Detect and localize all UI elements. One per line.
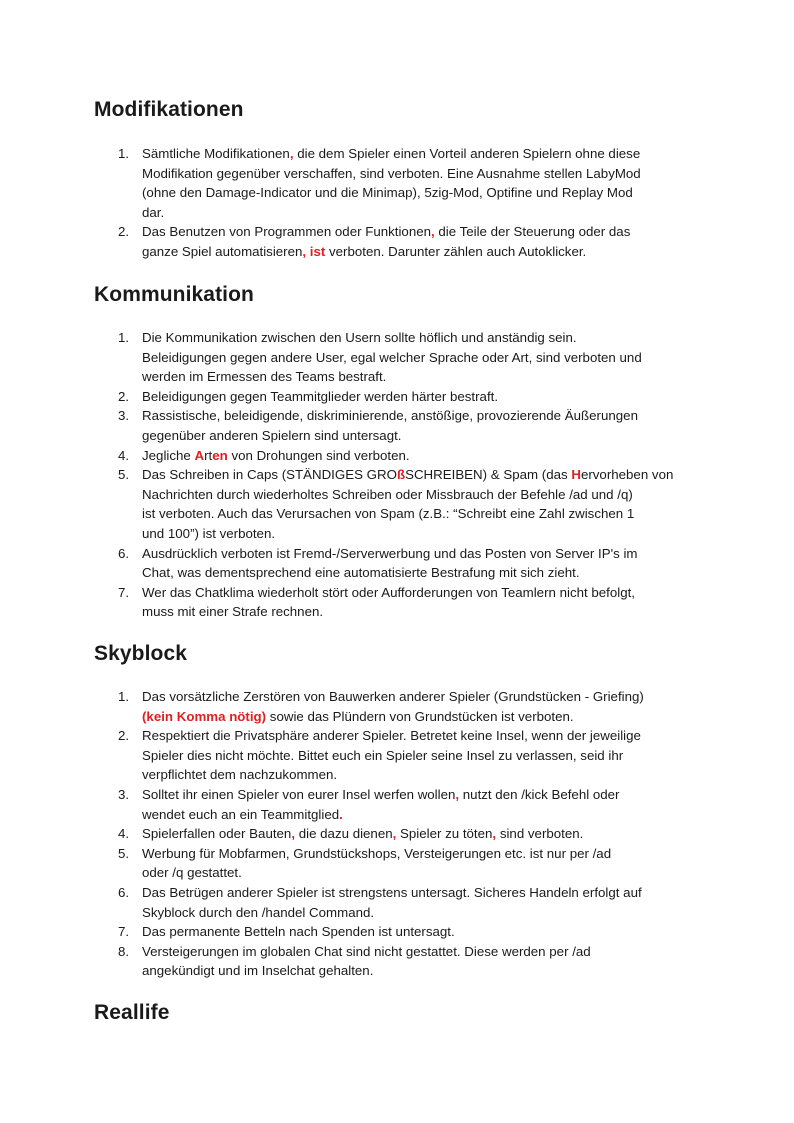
correction-mark: en <box>212 447 228 463</box>
rule-item <box>94 726 714 785</box>
rule-text: werden im Ermessen des Teams bestraft. <box>142 369 387 385</box>
rule-text: Spieler zu töten <box>396 826 493 842</box>
correction-mark: A <box>194 447 205 463</box>
rule-text-line <box>142 544 714 564</box>
correction-mark: , ist <box>302 243 326 259</box>
rule-text: ervorheben von <box>580 467 674 483</box>
rule-text-line <box>142 406 714 426</box>
rule-text-line <box>142 242 714 262</box>
correction-mark: , <box>289 146 294 161</box>
rule-text-line <box>142 328 714 348</box>
rule-text-line <box>142 465 714 485</box>
correction-mark: , <box>455 786 460 802</box>
rule-text: nutzt den /kick Befehl oder <box>459 786 620 802</box>
rule-text-line <box>142 687 714 707</box>
rule-item <box>94 824 714 844</box>
rule-text: (ohne den Damage-Indicator und die Minimap), 5zig-Mod, Optifine und Replay Mod <box>142 185 633 201</box>
rule-text: Jegliche <box>142 447 195 463</box>
rule-text: Spielerfallen oder Bauten <box>142 826 292 842</box>
rule-text: die dem Spieler einen Vorteil anderen Spielern ohne diese <box>293 146 641 161</box>
rule-text-line <box>142 785 714 805</box>
rule-text: Werbung für Mobfarmen, Grundstückshops, Versteigerungen etc. ist nur per /ad <box>142 845 612 861</box>
rule-text: sind verboten. <box>496 826 584 842</box>
rule-item <box>94 222 714 261</box>
rule-text: Solltet ihr einen Spieler von eurer Insel werfen wollen <box>142 786 456 802</box>
rule-number: 2. <box>118 224 130 240</box>
rule-number: 5. <box>118 467 130 483</box>
rule-item <box>94 687 714 726</box>
rule-number: 6. <box>118 545 130 561</box>
rule-list-kommunikation <box>94 328 714 622</box>
rule-number: 2. <box>118 728 130 744</box>
rule-item <box>94 144 714 222</box>
rule-text: und 100”) ist verboten. <box>142 525 276 541</box>
rule-text: rt <box>204 447 213 463</box>
correction-mark: . <box>339 806 343 822</box>
rule-text: ganze Spiel automatisieren <box>142 243 303 259</box>
rule-text: verpflichtet dem nachzukommen. <box>142 767 338 783</box>
section-title-modifikationen: Modifikationen <box>94 98 244 121</box>
rule-text: Ausdrücklich verboten ist Fremd-/Serverwerbung und das Posten von Server IP's im <box>142 545 638 561</box>
rule-text-line <box>142 805 714 825</box>
rule-number: 7. <box>118 584 130 600</box>
rule-item <box>94 785 714 824</box>
rule-number: 3. <box>118 408 130 424</box>
rule-text: oder /q gestattet. <box>142 865 242 881</box>
correction-mark: , <box>291 826 296 842</box>
rule-text: Das vorsätzliche Zerstören von Bauwerken anderer Spieler (Grundstücken - Griefing) <box>142 689 644 704</box>
rule-number: 8. <box>118 943 130 959</box>
rule-number: 1. <box>118 146 130 161</box>
rule-item <box>94 465 714 543</box>
rule-text-line <box>142 961 714 981</box>
rule-text: Sämtliche Modifikationen <box>142 146 290 161</box>
correction-mark: , <box>492 826 497 842</box>
rule-text: gegenüber anderen Spielern sind untersagt. <box>142 427 402 443</box>
rule-text-line <box>142 883 714 903</box>
rule-text: ist verboten. Auch das Verursachen von Spam (z.B.: “Schreibt eine Zahl zwischen 1 <box>142 506 635 522</box>
rule-text-line <box>142 903 714 923</box>
rule-text: Versteigerungen im globalen Chat sind nicht gestattet. Diese werden per /ad <box>142 943 591 959</box>
correction-mark: (kein Komma nötig) <box>142 708 267 724</box>
rule-text-line <box>142 348 714 368</box>
rule-text: Modifikation gegenüber verschaffen, sind verboten. Eine Ausnahme stellen LabyMod <box>142 165 641 181</box>
rule-number: 1. <box>118 689 130 704</box>
rule-text: Das Schreiben in Caps (STÄNDIGES GRO <box>142 467 397 483</box>
rule-text-line <box>142 602 714 622</box>
rule-text-line <box>142 367 714 387</box>
rule-text: die dazu dienen <box>295 826 393 842</box>
rule-text-line <box>142 563 714 583</box>
rule-text-line <box>142 942 714 962</box>
rule-item <box>94 406 714 445</box>
rule-text: Das Benutzen von Programmen oder Funktionen <box>142 224 431 240</box>
rule-text: Chat, was dementsprechend eine automatisierte Bestrafung mit sich zieht. <box>142 565 580 581</box>
rule-number: 6. <box>118 884 130 900</box>
rule-item <box>94 942 714 981</box>
section-title-kommunikation: Kommunikation <box>94 283 254 306</box>
rule-text-line <box>142 922 714 942</box>
rule-number: 4. <box>118 447 130 463</box>
rule-item <box>94 328 714 387</box>
rule-text-line <box>142 746 714 766</box>
rule-text: Beleidigungen gegen Teammitglieder werden härter bestraft. <box>142 388 499 404</box>
rule-text: Respektiert die Privatsphäre anderer Spieler. Betretet keine Insel, wenn der jeweilige <box>142 728 641 744</box>
rule-number: 1. <box>118 330 130 345</box>
rule-text-line <box>142 183 714 203</box>
rule-text: Spieler dies nicht möchte. Bittet euch ein Spieler seine Insel zu verlassen, seid ihr <box>142 747 624 763</box>
rule-item <box>94 387 714 407</box>
rule-number: 3. <box>118 786 130 802</box>
rule-item <box>94 544 714 583</box>
rule-text: SCHREIBEN) & Spam (das <box>405 467 572 483</box>
rule-text: sowie das Plündern von Grundstücken ist verboten. <box>266 708 574 724</box>
rule-text: Rassistische, beleidigende, diskriminierende, anstößige, provozierende Äußerungen <box>142 408 638 424</box>
rule-text: Wer das Chatklima wiederholt stört oder Aufforderungen von Teamlern nicht befolgt, <box>142 584 635 600</box>
rule-text: Das Betrügen anderer Spieler ist strengstens untersagt. Sicheres Handeln erfolgt auf <box>142 884 642 900</box>
rule-text: Skyblock durch den /handel Command. <box>142 904 375 920</box>
section-title-skyblock: Skyblock <box>94 642 188 665</box>
correction-mark: , <box>392 826 397 842</box>
rule-item <box>94 583 714 622</box>
rule-text-line <box>142 707 714 727</box>
section-title-reallife: Reallife <box>94 1001 170 1024</box>
rule-text: angekündigt und im Inselchat gehalten. <box>142 963 374 979</box>
correction-mark: H <box>571 467 581 483</box>
rule-list-modifikationen <box>94 144 714 262</box>
correction-mark: ß <box>396 467 406 483</box>
rule-text: Beleidigungen gegen andere User, egal welcher Sprache oder Art, sind verboten und <box>142 349 642 365</box>
rule-text-line <box>142 504 714 524</box>
rule-number: 5. <box>118 845 130 861</box>
rule-text: wendet euch an ein Teammitglied <box>142 806 340 822</box>
rule-text-line <box>142 524 714 544</box>
rule-text-line <box>142 583 714 603</box>
rule-item <box>94 844 714 883</box>
rule-item <box>94 883 714 922</box>
rule-text-line <box>142 824 714 844</box>
rule-text-line <box>142 485 714 505</box>
rule-text-line <box>142 426 714 446</box>
rule-item <box>94 446 714 466</box>
rule-text: Nachrichten durch wiederholtes Schreiben oder Missbrauch der Befehle /ad und /q) <box>142 486 633 502</box>
rule-text: verboten. Darunter zählen auch Autoklicker. <box>325 243 587 259</box>
rule-list-skyblock <box>94 687 714 981</box>
rule-text: die Teile der Steuerung oder das <box>434 224 631 240</box>
rule-text-line <box>142 446 714 466</box>
rule-text-line <box>142 726 714 746</box>
rule-item <box>94 922 714 942</box>
rule-text-line <box>142 144 714 164</box>
rule-text: von Drohungen sind verboten. <box>227 447 410 463</box>
rule-text-line <box>142 203 714 223</box>
rule-text: dar. <box>142 204 165 220</box>
rule-text-line <box>142 765 714 785</box>
rule-text-line <box>142 164 714 184</box>
rule-text: Das permanente Betteln nach Spenden ist untersagt. <box>142 924 455 940</box>
rule-text: muss mit einer Strafe rechnen. <box>142 604 324 620</box>
rule-text-line <box>142 844 714 864</box>
correction-mark: , <box>431 224 435 240</box>
rule-text-line <box>142 387 714 407</box>
rule-number: 7. <box>118 924 130 940</box>
rule-number: 4. <box>118 826 130 842</box>
rule-text-line <box>142 863 714 883</box>
rule-text-line <box>142 222 714 242</box>
rule-text: Die Kommunikation zwischen den Usern sollte höflich und anständig sein. <box>142 330 577 345</box>
rule-number: 2. <box>118 388 130 404</box>
